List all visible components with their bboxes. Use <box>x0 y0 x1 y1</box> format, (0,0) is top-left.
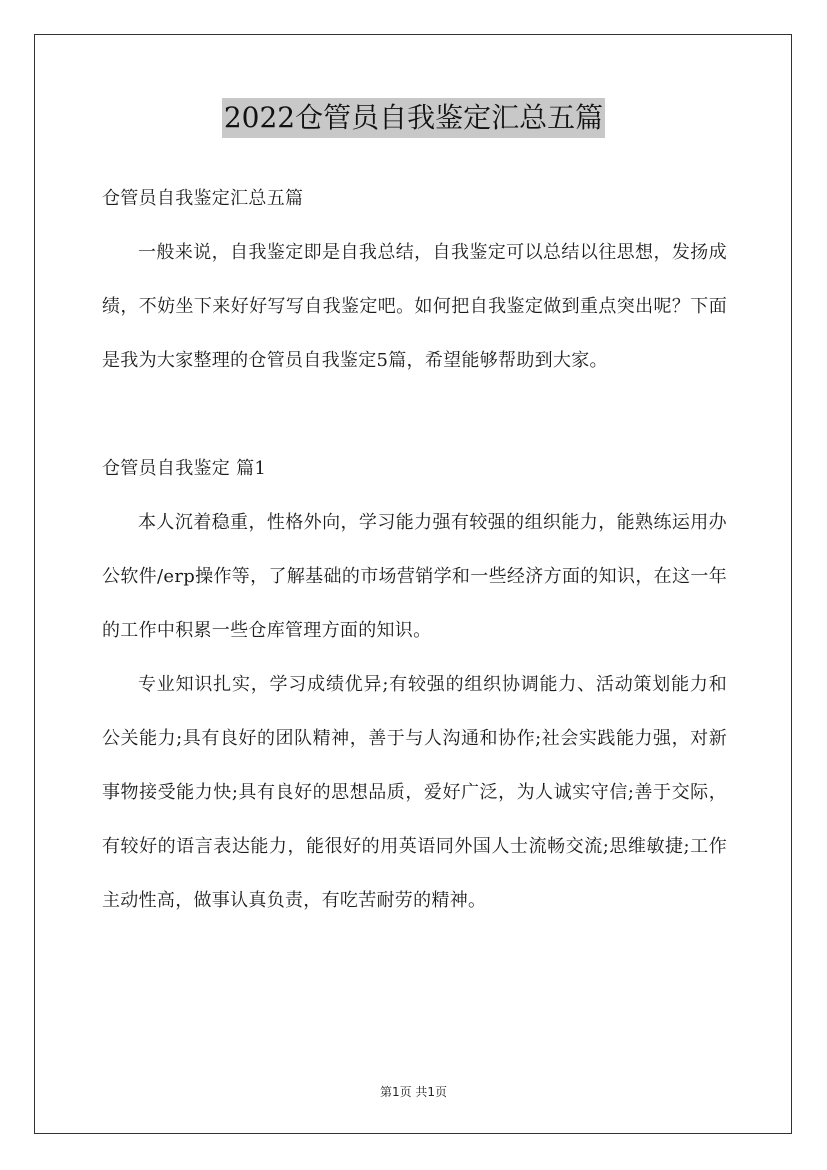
document-body <box>102 172 727 928</box>
page-footer: 第1页 共1页 <box>379 1085 448 1099</box>
subtitle: 仓管员自我鉴定汇总五篇 <box>102 188 304 209</box>
spacer <box>102 388 727 442</box>
section-paragraph-2: 专业知识扎实，学习成绩优异;有较强的组织协调能力、活动策划能力和公关能力;具有良好的团队精神，善于与人沟通和协作;社会实践能力强，对新事物接受能力快;具有良好的思想品质，爱好广泛，为人诚实守信;善于交际，有较好的语言表达能力，能很好的用英语同外国人士流畅交流;思维敏捷;工作主动性高，做事认真负责，有吃苦耐劳的精神。 <box>102 674 727 911</box>
section-paragraph-1: 本人沉着稳重，性格外向，学习能力强有较强的组织能力，能熟练运用办公软件/erp操作等，了解基础的市场营销学和一些经济方面的知识，在这一年的工作中积累一些仓库管理方面的知识。 <box>102 512 727 641</box>
document-title: 2022仓管员自我鉴定汇总五篇 <box>222 98 605 138</box>
intro-paragraph: 一般来说，自我鉴定即是自我总结，自我鉴定可以总结以往思想，发扬成绩，不妨坐下来好好写写自我鉴定吧。如何把自我鉴定做到重点突出呢？下面是我为大家整理的仓管员自我鉴定5篇，希望能够帮助到大家。 <box>102 242 727 371</box>
title-container <box>0 98 827 138</box>
section-heading: 仓管员自我鉴定 篇1 <box>102 458 267 479</box>
